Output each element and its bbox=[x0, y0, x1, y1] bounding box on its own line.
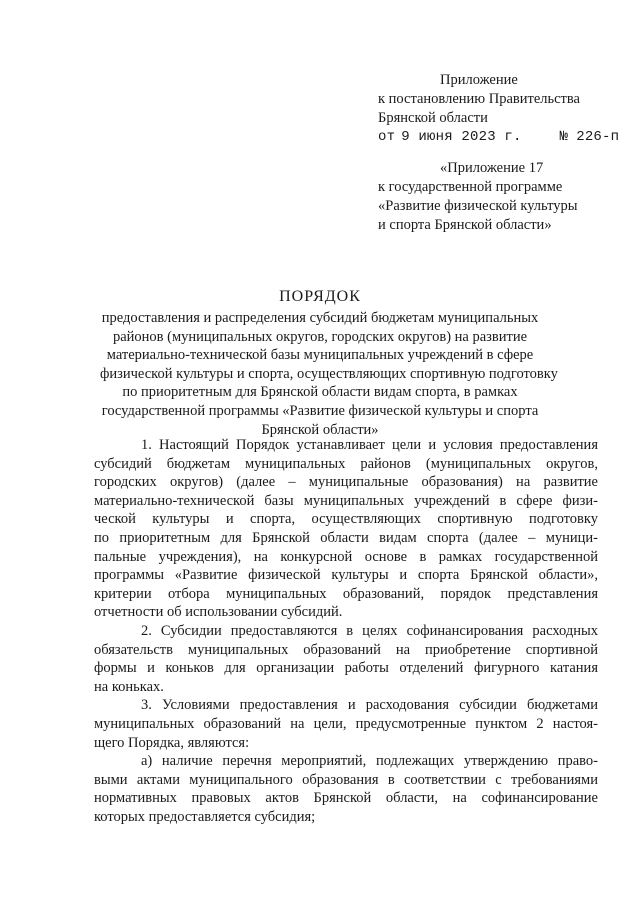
subtitle-line: Брянской области» bbox=[261, 421, 379, 438]
paragraph-line: программы «Развитие физической культуры и спорта Брянской области», bbox=[94, 567, 598, 584]
paragraph-line: щего Порядка, являются: bbox=[94, 734, 250, 751]
paragraph-line: на коньках. bbox=[94, 678, 164, 695]
decree-number: 226-п bbox=[576, 129, 620, 145]
paragraph-line: выми актами муниципального образования в соответствии с требованиями bbox=[94, 771, 598, 788]
paragraph-2 bbox=[94, 622, 598, 696]
document-title: ПОРЯДОК bbox=[279, 288, 361, 305]
paragraph-line: ческой культуры и спорта, осуществляющих спортивную подготовку bbox=[94, 511, 598, 528]
program-annex-line-3: «Развитие физической культуры bbox=[378, 198, 578, 214]
annex-title: Приложение bbox=[440, 72, 518, 88]
paragraph-line: по приоритетным для Брянской области видам спорта (далее – муници- bbox=[94, 529, 598, 546]
program-annex-line-2: к государственной программе bbox=[378, 179, 563, 195]
paragraph-line: критерии отбора муниципальных образований, порядок представления bbox=[94, 585, 598, 602]
annex-region-line: Брянской области bbox=[378, 110, 488, 126]
paragraph-line: 2. Субсидии предоставляются в целях софинансирования расходных bbox=[141, 622, 598, 639]
annex-date-number-line bbox=[378, 128, 619, 147]
paragraph-line: а) наличие перечня мероприятий, подлежащих утверждению право- bbox=[141, 753, 598, 770]
subtitle-line: районов (муниципальных округов, городских округов) на развитие bbox=[112, 328, 528, 345]
subtitle-line: предоставления и распределения субсидий бюджетам муниципальных bbox=[101, 310, 539, 326]
paragraph-line: городских округов) (далее – муниципальные образования) на развитие bbox=[94, 474, 598, 491]
program-annex-title: «Приложение 17 bbox=[440, 160, 544, 176]
paragraph-line: 1. Настоящий Порядок устанавливает цели и условия предоставления bbox=[141, 437, 598, 453]
annex-header bbox=[378, 71, 619, 147]
paragraph-line: муниципальных образований на цели, предусмотренные пунктом 2 настоя- bbox=[94, 715, 598, 732]
document-subtitle bbox=[100, 309, 558, 439]
paragraph-line: которых предоставляется субсидия; bbox=[94, 808, 316, 825]
paragraph-3 bbox=[94, 696, 598, 752]
paragraph-line: нормативных правовых актов Брянской области, на софинансирование bbox=[94, 790, 598, 807]
paragraph-line: формы и коньков для организации работы отделений фигурного катания bbox=[94, 660, 598, 677]
program-annex-line-4: и спорта Брянской области» bbox=[378, 217, 552, 233]
paragraph-line: отчетности об использовании субсидий. bbox=[94, 604, 343, 621]
subtitle-line: государственной программы «Развитие физической культуры и спорта bbox=[101, 402, 539, 419]
annex-decree-line: к постановлению Правительства bbox=[378, 91, 580, 107]
subtitle-line: физической культуры и спорта, осуществляющих спортивную подготовку bbox=[100, 365, 558, 382]
document-body bbox=[94, 436, 598, 826]
paragraph-line: 3. Условиями предоставления и расходования субсидии бюджетами bbox=[141, 697, 598, 714]
paragraph-line: материально-технической базы муниципальных учреждений в сфере физи- bbox=[94, 492, 598, 509]
program-annex-header bbox=[378, 159, 578, 235]
subtitle-line: по приоритетным для Брянской области видам спорта, в рамках bbox=[122, 384, 518, 401]
paragraph-line: пальные учреждения), на конкурсной основе в рамках государственной bbox=[94, 548, 598, 565]
subtitle-line: материально-технической базы муниципальных учреждений в сфере bbox=[106, 347, 534, 364]
date-prefix: от bbox=[378, 129, 396, 145]
decree-date: 9 июня 2023 г. bbox=[401, 129, 522, 145]
paragraph-line: субсидий бюджетам муниципальных районов (муниципальных округов, bbox=[94, 455, 598, 472]
paragraph-line: обязательств муниципальных образований на приобретение спортивной bbox=[94, 641, 598, 658]
number-prefix: № bbox=[559, 129, 569, 145]
paragraph-3a bbox=[94, 752, 598, 826]
paragraph-1 bbox=[94, 436, 598, 622]
